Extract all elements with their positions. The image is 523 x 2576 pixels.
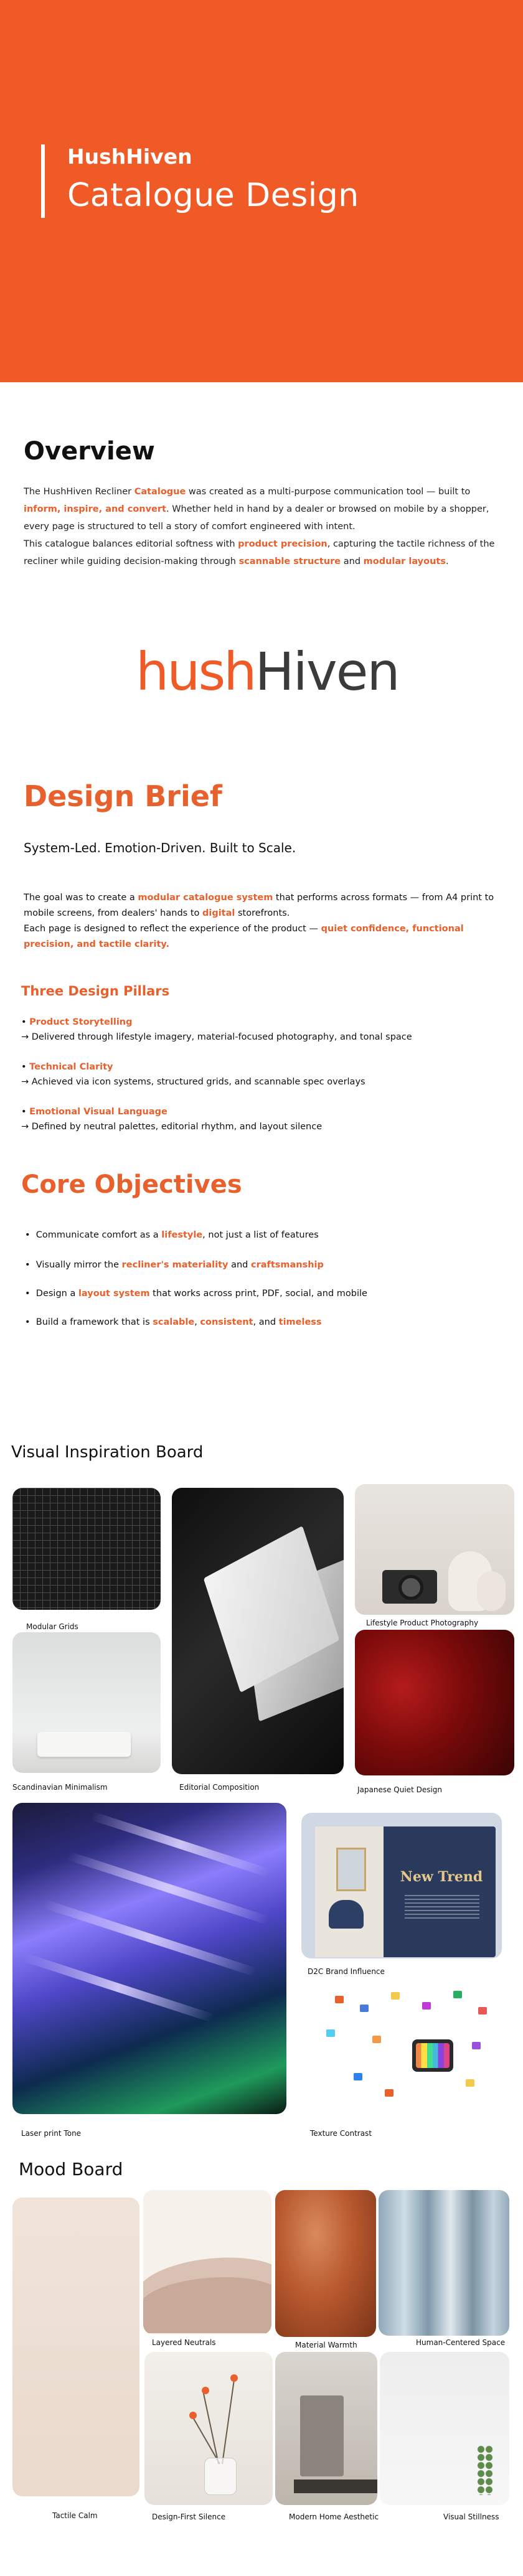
doorway [300,2395,344,2476]
color-swatch [453,1991,462,1998]
caption-layered: Layered Neutrals [152,2338,216,2347]
color-swatch [335,1996,344,2003]
human-centered-space-image [379,2190,509,2336]
objective-item: • Build a framework that is scalable, consistent, and timeless [25,1317,322,1327]
texture-contrast-image [298,1980,509,2117]
objective-item: • Design a layout system that works across print, PDF, social, and mobile [25,1289,367,1299]
flower-stem [202,2390,219,2464]
pillar-item: • Product Storytelling → Delivered through lifestyle imagery, material-focused photography, and tonal space [21,1017,412,1042]
color-swatch [478,2007,487,2014]
vase [477,1571,506,1611]
tactile-calm-image [12,2198,139,2496]
overview-heading: Overview [24,437,155,466]
color-swatch [466,2079,474,2087]
hero-title: Catalogue Design [67,177,359,214]
color-swatch [472,2042,481,2049]
brand-logo [136,640,399,702]
color-swatch [385,2089,393,2097]
caption-editorial: Editorial Composition [179,1783,260,1792]
d2c-brand-image [301,1813,502,1958]
mood-board-heading: Mood Board [19,2159,123,2179]
design-brief-subheading: System-Led. Emotion-Driven. Built to Scale. [24,840,296,855]
caption-modular-grids: Modular Grids [26,1622,78,1631]
caption-lifestyle: Lifestyle Product Photography [366,1619,479,1627]
d2c-card-title: New Trend [400,1869,483,1885]
design-brief-heading: Design Brief [24,779,222,813]
overview-text: The HushHiven Recliner Catalogue was created as a multi-purpose communication tool — built to inform, inspire, and convert. Whether held in hand by a dealer or browsed on mobile by a shopper, every page is structured to tell a story of comfort engineered with intent. This catalogue balances editorial softness with product precision, capturing the tactile richness of the recliner while guiding decision-making through scannable structure and modular layouts. [24,487,495,566]
layered-neutrals-image [143,2190,271,2334]
hero-brand: HushHiven [67,144,192,169]
material-warmth-image [275,2190,376,2337]
modern-home-image [275,2352,377,2505]
caption-d2c: D2C Brand Influence [308,1967,385,1976]
d2c-room-panel [315,1826,384,1957]
pillar-item: • Emotional Visual Language → Defined by neutral palettes, editorial rhythm, and layout silence [21,1107,323,1132]
chair [329,1900,364,1929]
color-swatch [391,1992,400,2000]
japanese-red-texture-image [355,1630,514,1775]
tv-icon [412,2039,453,2072]
plant [477,2445,493,2495]
flower-bloom [202,2387,209,2394]
objective-item: • Communicate comfort as a lifestyle, not just a list of features [25,1230,319,1240]
caption-japanese: Japanese Quiet Design [357,1785,443,1794]
editorial-book-image [172,1488,344,1774]
glass-vase [204,2458,237,2495]
caption-modern: Modern Home Aesthetic [289,2513,379,2521]
lifestyle-camera-image [355,1484,514,1615]
flower-stem [222,2377,235,2464]
picture-frame [336,1848,366,1891]
design-first-silence-image [144,2352,273,2505]
hero-accent-bar [41,144,45,218]
caption-stillness: Visual Stillness [443,2513,499,2521]
scandinavian-image [12,1632,161,1773]
caption-scandi: Scandinavian Minimalism [12,1783,108,1792]
color-swatch [422,2002,431,2010]
logo-hush: hush [136,641,255,702]
caption-material: Material Warmth [295,2341,357,2349]
shelf [37,1732,131,1757]
camera-lens [398,1575,423,1600]
flower-bloom [189,2412,197,2419]
color-swatch [372,2036,381,2043]
caption-human: Human-Centered Space [416,2338,506,2347]
logo-hiven: Hiven [255,641,399,702]
flower-bloom [230,2374,238,2382]
hero-banner [0,0,523,382]
light-streak [22,1953,215,2023]
laser-print-image [12,1803,286,2114]
color-swatch [326,2029,335,2037]
inspiration-heading: Visual Inspiration Board [11,1443,204,1462]
d2c-body-lines [405,1895,479,1920]
pillars-heading: Three Design Pillars [21,984,170,999]
design-brief-text: The goal was to create a modular catalogue system that performs across formats — from A4 print to mobile screens, from dealers' hands to digital storefronts. Each page is designed to reflect the experience of the product — quiet confidence, functional precision, and tactile clarity. [24,893,494,949]
caption-laser: Laser print Tone [21,2129,82,2138]
bench [294,2480,377,2493]
core-objectives-heading: Core Objectives [21,1170,242,1199]
objective-item: • Visually mirror the recliner's materiality and craftsmanship [25,1260,324,1270]
caption-texture: Texture Contrast [310,2129,372,2138]
tv-screen [416,2043,450,2068]
pillar-item: • Technical Clarity → Achieved via icon systems, structured grids, and scannable spec overlays [21,1062,365,1087]
visual-stillness-image [380,2352,509,2505]
color-swatch [360,2005,369,2012]
caption-tactile: Tactile Calm [52,2511,98,2520]
flower-stem [191,2415,220,2465]
caption-design-first: Design-First Silence [152,2513,226,2521]
color-swatch [354,2073,362,2080]
modular-grids-image [12,1488,161,1610]
